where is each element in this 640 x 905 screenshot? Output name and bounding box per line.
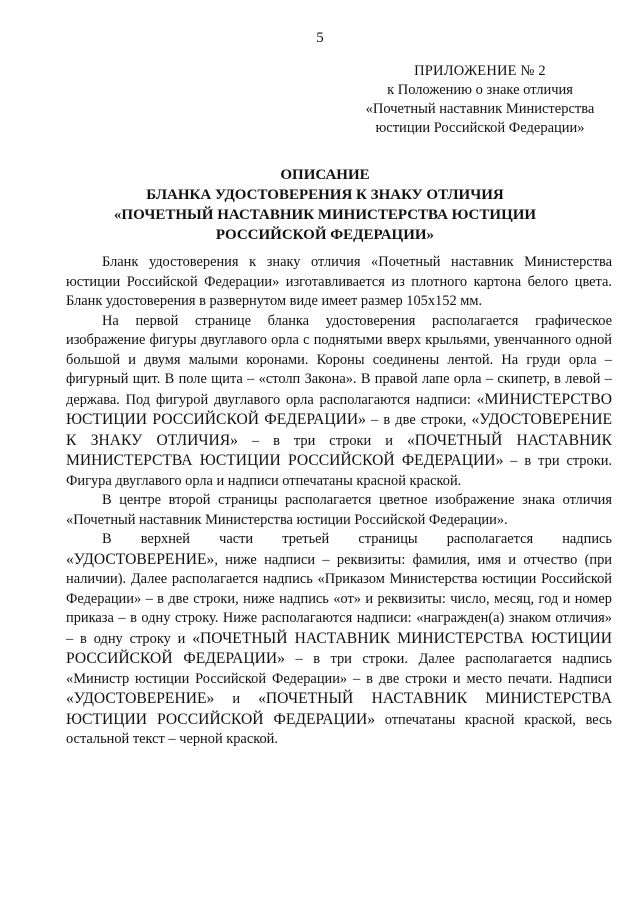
paragraph-text: – в три строки. Фигура двуглавого орла и надписи отпечатаны красной краской. [66,453,612,489]
paragraph-text: На первой странице бланка удостоверения располагается графическое изображение фигуры двуглавого орла с поднятыми вверх крыльями, увенчанного одной большой и двумя малыми коронами. Короны соединены лентой. На груди орла – фигурный щит. В поле щита – «столп Закона». В правой лапе орла – скипетр, в левой – держава. Под фигурой двуглавого орла располагаются надписи: [66,312,612,408]
paragraph-text: – в две строки, [365,412,472,428]
appendix-line: к Положению о знаке отличия [387,82,573,98]
page-number: 5 [316,30,324,46]
paragraph-2 [66,312,612,492]
appendix-block [340,62,620,138]
caps-inscription: «УДОСТОВЕРЕНИЕ» [66,550,215,568]
title-line: РОССИЙСКОЙ ФЕДЕРАЦИИ» [215,227,435,243]
document-title [60,165,590,245]
paragraph-text: , ниже надписи – реквизиты: фамилия, имя и отчество (при наличии). Далее располагается надпись «Приказом Министерства юстиции Российской Федерации» – в две строки, ниже надпись «от» и реквизиты: число, месяц, год и номер приказа – в одну строку. Ниже располагаются надписи: «награжден(а) знаком отличия» – в одну строку и [66,551,612,647]
paragraph-text: – в три строки. Далее располагается надпись «Министр юстиции Российской Федерации» – в две строки и место печати. Надписи [66,651,612,687]
title-line: «ПОЧЕТНЫЙ НАСТАВНИК МИНИСТЕРСТВА ЮСТИЦИИ [113,207,537,223]
caps-inscription: «ПОЧЕТНЫЙ НАСТАВНИК МИНИСТЕРСТВА ЮСТИЦИИ РОССИЙСКОЙ ФЕДЕРАЦИИ» [66,690,612,728]
paragraph-text: отпечатаны красной краской, весь остальной текст – черной краской. [66,711,612,747]
title-line: ОПИСАНИЕ [280,167,370,183]
appendix-line: «Почетный наставник Министерства [365,101,595,117]
caps-inscription: «УДОСТОВЕРЕНИЕ К ЗНАКУ ОТЛИЧИЯ» [66,411,612,449]
paragraph-text: – в три строки и [237,432,407,449]
document-body [66,253,612,750]
caps-inscription: «ПОЧЕТНЫЙ НАСТАВНИК МИНИСТЕРСТВА ЮСТИЦИИ РОССИЙСКОЙ ФЕДЕРАЦИИ» [66,629,613,667]
caps-inscription: «МИНИСТЕРСТВО ЮСТИЦИИ РОССИЙСКОЙ ФЕДЕРАЦИИ» [66,390,612,428]
paragraph-text: В верхней части третьей страницы располагается надпись [102,531,612,547]
title-line: БЛАНКА УДОСТОВЕРЕНИЯ К ЗНАКУ ОТЛИЧИЯ [146,187,504,203]
paragraph-text: и [214,691,259,707]
appendix-line: юстиции Российской Федерации» [375,120,585,136]
appendix-title: ПРИЛОЖЕНИЕ № 2 [414,63,546,79]
paragraph-4 [66,530,612,750]
paragraph-1: Бланк удостоверения к знаку отличия «Почетный наставник Министерства юстиции Российской Федерации» изготавливается из плотного картона белого цвета. Бланк удостоверения в развернутом виде имеет размер 105x152 мм. [66,254,612,309]
paragraph-3: В центре второй страницы располагается цветное изображение знака отличия «Почетный наставник Министерства юстиции Российской Федерации». [66,492,612,528]
caps-inscription: «УДОСТОВЕРЕНИЕ» [66,690,215,707]
caps-inscription: «ПОЧЕТНЫЙ НАСТАВНИК МИНИСТЕРСТВА ЮСТИЦИИ РОССИЙСКОЙ ФЕДЕРАЦИИ» [66,431,612,469]
